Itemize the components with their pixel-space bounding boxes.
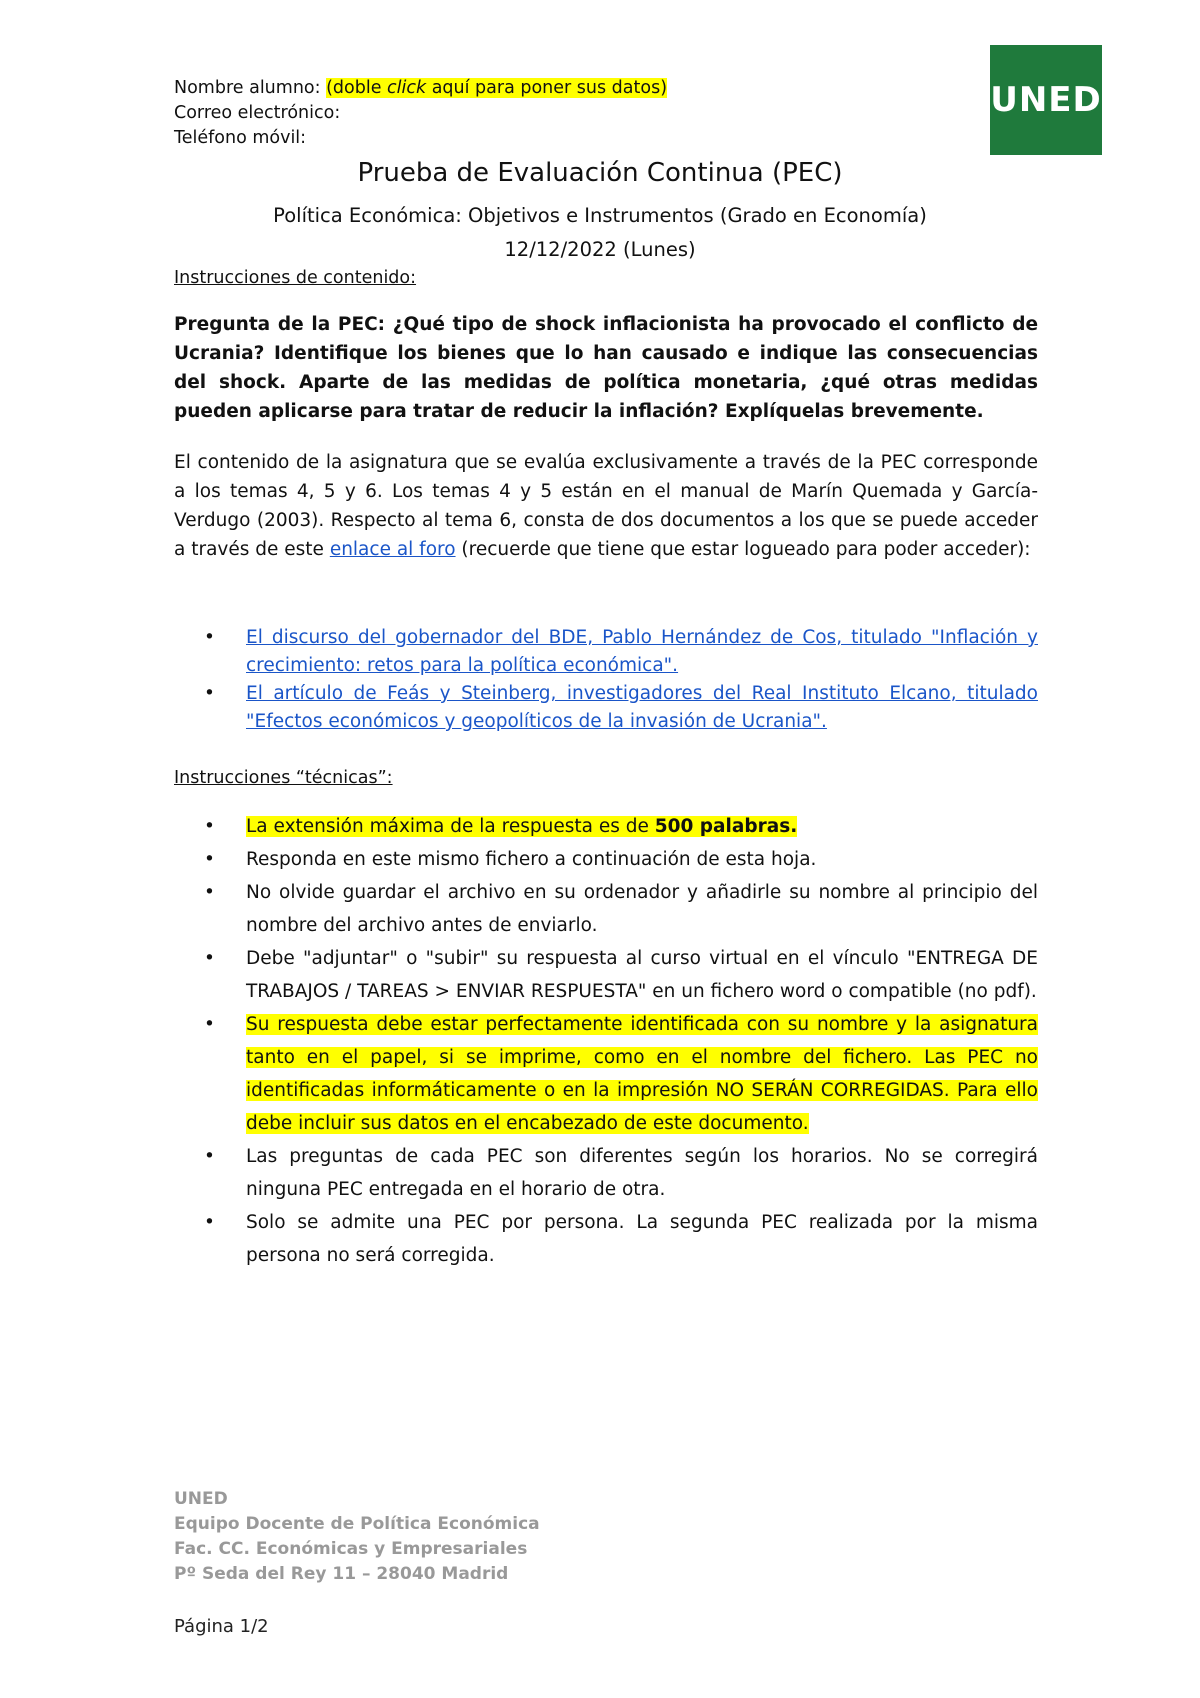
list-item: • Su respuesta debe estar perfectamente identificada con su nombre y la asignatura tanto en el papel, si se imprime, como en el nombre del fichero. Las PEC no identificadas informáticamente o en la impresión NO SERÁN CORREGIDAS. Para ello debe incluir sus datos en el encabezado de este documento.	[174, 1008, 1038, 1140]
list-item: • Debe "adjuntar" o "subir" su respuesta al curso virtual en el vínculo "ENTREGA DE TRABAJOS / TAREAS > ENVIAR RESPUESTA" en un fichero word o compatible (no pdf).	[174, 942, 1038, 1008]
bullet-icon: •	[204, 849, 215, 870]
document-title: Prueba de Evaluación Continua (PEC)	[357, 158, 843, 188]
footer-line: Pº Seda del Rey 11 – 28040 Madrid	[174, 1564, 509, 1584]
content-instructions-heading: Instrucciones de contenido:	[174, 268, 417, 288]
bullet-icon: •	[204, 1014, 215, 1035]
student-email-label: Correo electrónico:	[174, 103, 341, 123]
list-item	[174, 624, 1038, 680]
bullet-icon: •	[204, 816, 215, 837]
bullet-icon: •	[204, 627, 215, 648]
student-name-row[interactable]	[174, 76, 667, 101]
list-item: • No olvide guardar el archivo en su ordenador y añadirle su nombre al principio del nombre del archivo antes de enviarlo.	[174, 876, 1038, 942]
student-header	[174, 76, 667, 151]
bullet-icon: •	[204, 1212, 215, 1233]
page-number: Página 1/2	[174, 1616, 269, 1637]
list-item: • Responda en este mismo fichero a continuación de esta hoja.	[174, 843, 1038, 876]
forum-link[interactable]: enlace al foro	[329, 539, 456, 560]
exam-question: Pregunta de la PEC: ¿Qué tipo de shock inflacionista ha provocado el conflicto de Ucrania? Identifique los bienes que lo han causado e indique las consecuencias del shock. Aparte de las medidas de política monetaria, ¿qué otras medidas pueden aplicarse para tratar de reducir la inflación? Explíquelas brevemente.	[174, 314, 1038, 422]
technical-instructions-list	[174, 810, 1038, 1272]
list-item: • Las preguntas de cada PEC son diferentes según los horarios. No se corregirá ninguna PEC entregada en el horario de otra.	[174, 1140, 1038, 1206]
uned-logo-text: UNED	[990, 80, 1102, 120]
exam-date: 12/12/2022 (Lunes)	[504, 238, 696, 261]
student-name-placeholder[interactable]: (doble click aquí para poner sus datos)	[326, 78, 668, 98]
list-item: • Solo se admite una PEC por persona. La segunda PEC realizada por la misma persona no será corregida.	[174, 1206, 1038, 1272]
student-phone-label: Teléfono móvil:	[174, 128, 307, 148]
bullet-icon: •	[204, 683, 215, 704]
article-link[interactable]: El artículo de Feás y Steinberg, investigadores del Real Instituto Elcano, titulado "Efectos económicos y geopolíticos de la invasión de Ucrania".	[246, 683, 1038, 732]
bullet-icon: •	[204, 948, 215, 969]
content-paragraph: El contenido de la asignatura que se evalúa exclusivamente a través de la PEC corresponde a los temas 4, 5 y 6. Los temas 4 y 5 están en el manual de Marín Quemada y García-Verdugo (2003). Respecto al tema 6, consta de dos documentos a los que se puede acceder a través de este enlace al foro (recuerde que tiene que estar logueado para poder acceder):	[174, 452, 1038, 560]
list-item: • La extensión máxima de la respuesta es de 500 palabras.	[174, 810, 1038, 843]
speech-link[interactable]: El discurso del gobernador del BDE, Pablo Hernández de Cos, titulado "Inflación y crecimiento: retos para la política económica".	[246, 627, 1038, 676]
uned-logo	[990, 45, 1102, 155]
footer-line: Fac. CC. Económicas y Empresariales	[174, 1539, 528, 1559]
subject-title: Política Económica: Objetivos e Instrumentos (Grado en Economía)	[273, 204, 927, 227]
footer-line: Equipo Docente de Política Económica	[174, 1514, 540, 1534]
bullet-icon: •	[204, 882, 215, 903]
department-footer	[174, 1487, 540, 1587]
list-item	[174, 680, 1038, 736]
technical-instructions-heading: Instrucciones “técnicas”:	[174, 768, 393, 788]
bullet-icon: •	[204, 1146, 215, 1167]
student-name-label: Nombre alumno:	[174, 78, 327, 98]
footer-line: UNED	[174, 1489, 228, 1509]
resource-links-list	[174, 624, 1038, 736]
